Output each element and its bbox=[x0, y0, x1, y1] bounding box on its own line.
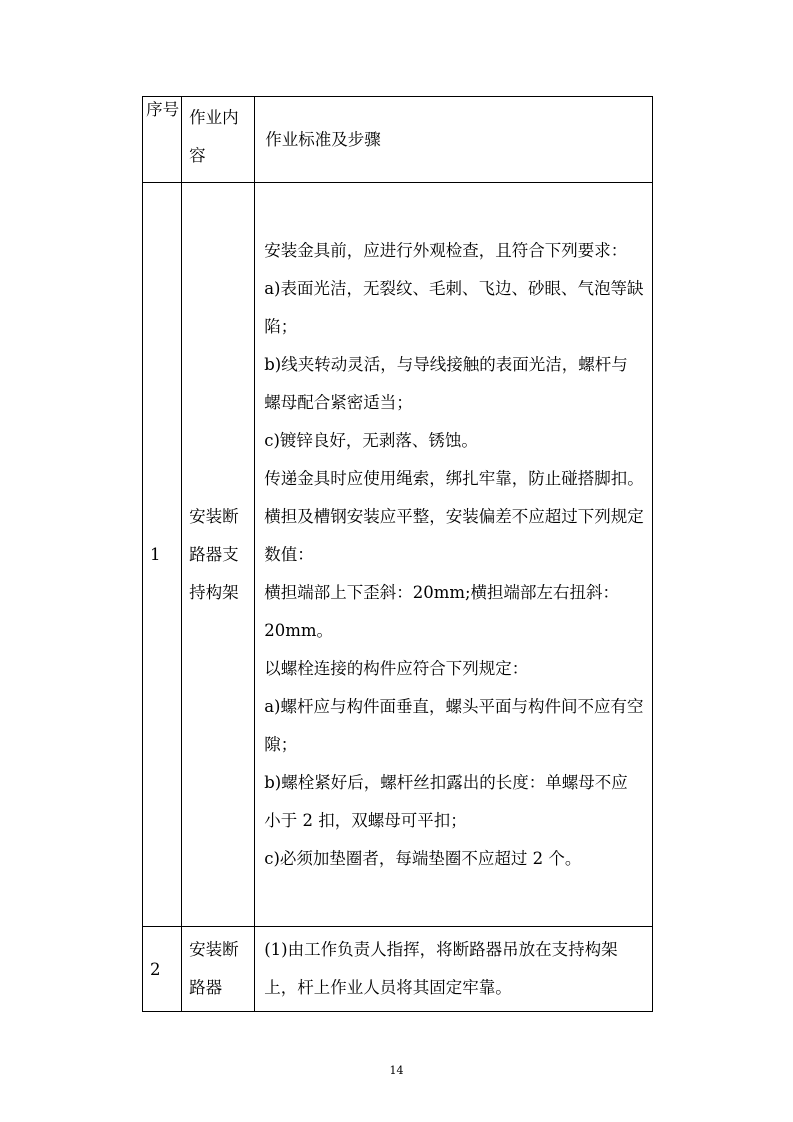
standard-line: 横担端部上下歪斜：20mm;横担端部左右扭斜：20mm。 bbox=[264, 582, 620, 640]
standard-line: 传递金具时应使用绳索，绑扎牢靠，防止碰搭脚扣。横担及槽钢安装应平整，安装偏差不应超过下列规定数值： bbox=[264, 468, 644, 564]
standard-line: c)镀锌良好，无剥落、锈蚀。 bbox=[264, 430, 478, 450]
standard-line: a)表面光洁，无裂纹、毛刺、飞边、砂眼、气泡等缺陷； bbox=[264, 278, 644, 336]
standard-line: b)线夹转动灵活，与导线接触的表面光洁，螺杆与螺母配合紧密适当； bbox=[264, 354, 628, 412]
table-header-row bbox=[143, 97, 653, 183]
standard-line: (1)由工作负责人指挥，将断路器吊放在支持构架上，杆上作业人员将其固定牢靠。 bbox=[264, 940, 618, 997]
row-number: 2 bbox=[143, 927, 182, 1012]
standard-line: a)螺杆应与构件面垂直，螺头平面与构件间不应有空隙； bbox=[264, 696, 644, 754]
table-row bbox=[143, 183, 653, 927]
header-no: 序号 bbox=[143, 97, 182, 183]
standard-line: b)螺栓紧好后，螺杆丝扣露出的长度：单螺母不应小于 2 扣，双螺母可平扣； bbox=[264, 772, 628, 830]
header-item: 作业内容 bbox=[182, 97, 255, 183]
standard-line: c)必须加垫圈者，每端垫圈不应超过 2 个。 bbox=[264, 848, 582, 868]
standard-line: 以螺栓连接的构件应符合下列规定： bbox=[264, 658, 529, 678]
row-standard bbox=[255, 183, 653, 927]
standard-line: 安装金具前，应进行外观检查，且符合下列要求： bbox=[264, 240, 628, 260]
row-item: 安装断路器 bbox=[182, 927, 255, 1012]
row-standard bbox=[255, 927, 653, 1012]
table-row bbox=[143, 927, 653, 1012]
row-number: 1 bbox=[143, 183, 182, 927]
work-procedure-table bbox=[142, 96, 653, 1012]
header-standard: 作业标准及步骤 bbox=[255, 97, 653, 183]
page-number: 14 bbox=[389, 1064, 404, 1077]
row-item: 安装断路器支持构架 bbox=[182, 183, 255, 927]
